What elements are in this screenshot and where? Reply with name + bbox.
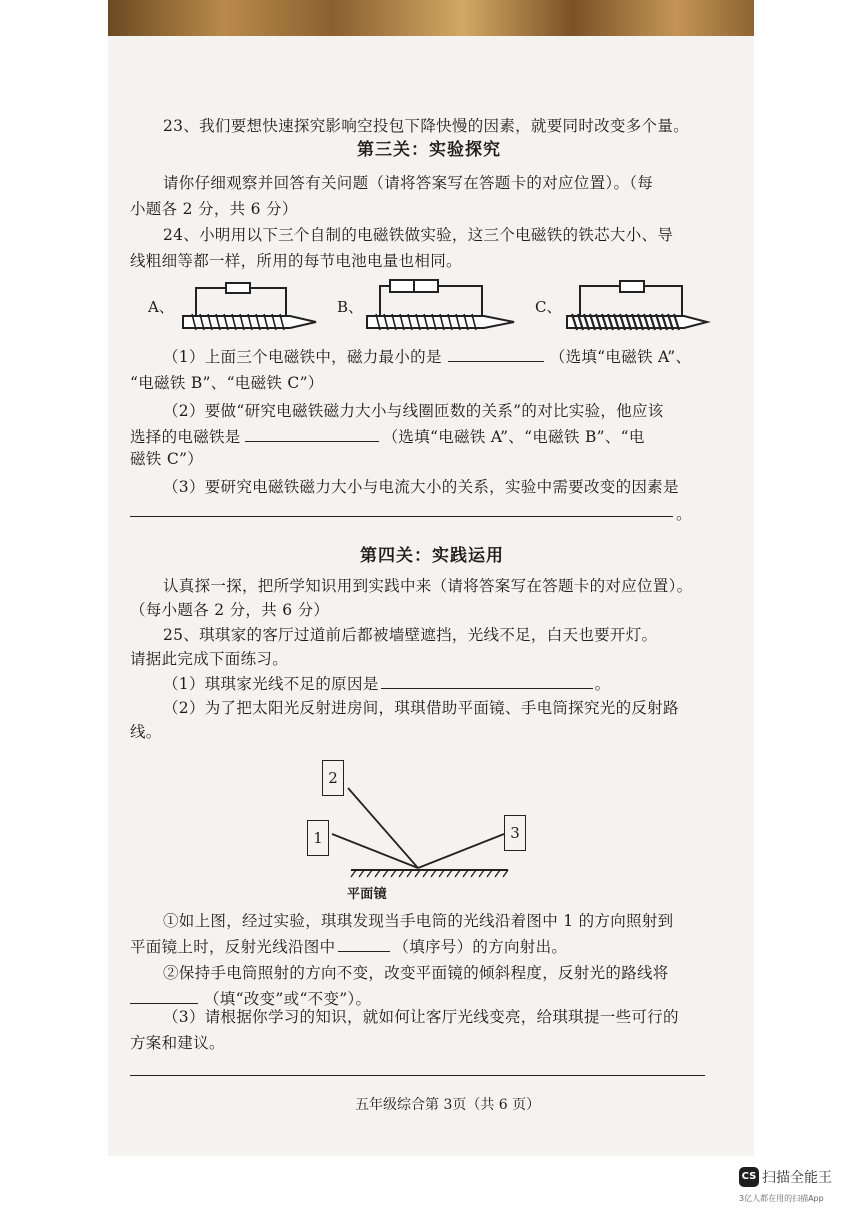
direction-marker-3: 3 <box>504 815 526 851</box>
q25-part2-line-1: （2）为了把太阳光反射进房间，琪琪借助平面镜、手电筒探究光的反射路 <box>163 699 679 717</box>
q25-sub1-line-2 <box>130 936 567 958</box>
section-4-intro-line-1: 认真探一探，把所学知识用到实践中来（请将答案写在答题卡的对应位置）。 <box>163 577 693 595</box>
electromagnet-c-diagram <box>562 276 712 332</box>
q25-part3-line-1: （3）请根据你学习的知识，就如何让客厅光线变亮，给琪琪提一些可行的 <box>163 1008 679 1026</box>
answer-line <box>130 1075 705 1076</box>
scanner-tagline: 3亿人都在用的扫描App <box>739 1194 824 1203</box>
q24-part3-line-1: （3）要研究电磁铁磁力大小与电流大小的关系，实验中需要改变的因素是 <box>163 478 679 496</box>
electromagnet-c-label: C、 <box>535 298 562 316</box>
electromagnet-a-label: A、 <box>148 298 174 316</box>
q25-sub2-hint: （填“改变”或“不变”）。 <box>204 990 372 1008</box>
q25-part2-line-2: 线。 <box>130 723 162 741</box>
mirror-label: 平面镜 <box>347 887 387 902</box>
q24-part2-line-1: （2）要做“研究电磁铁磁力大小与线圈匝数的关系”的对比实验，他应该 <box>163 402 664 420</box>
q24-part3-period: 。 <box>676 505 692 523</box>
q25-part1-period: 。 <box>594 675 611 693</box>
q24-part1-text: （1）上面三个电磁铁中，磁力最小的是 <box>163 348 442 366</box>
q24-part1-options: （选填“电磁铁 A”、 <box>549 348 692 366</box>
question-24-stem-line-1: 24、小明用以下三个自制的电磁铁做实验，这三个电磁铁的铁芯大小、导 <box>163 226 674 244</box>
question-25-stem-line-2: 请据此完成下面练习。 <box>130 650 289 668</box>
q25-part1-text: （1）琪琪家光线不足的原因是 <box>163 675 379 693</box>
scanner-app-name: 扫描全能王 <box>762 1169 832 1186</box>
q25-sub1-text: 平面镜上时，反射光线沿图中 <box>130 938 336 956</box>
electromagnet-b-label: B、 <box>337 298 364 316</box>
electromagnet-a-diagram <box>178 278 323 332</box>
photo-background-strip <box>108 0 754 36</box>
q24-part2-line-2 <box>130 426 645 448</box>
answer-blank <box>130 989 198 1004</box>
q24-part1-options-line-2: “电磁铁 B”、“电磁铁 C”） <box>130 374 324 392</box>
answer-line <box>130 516 673 517</box>
electromagnet-b-diagram <box>362 274 522 332</box>
answer-blank <box>245 427 379 442</box>
section-3-intro-line-2: 小题各 2 分，共 6 分） <box>130 200 298 218</box>
q25-sub1-line-1: ①如上图，经过实验，琪琪发现当手电筒的光线沿着图中 1 的方向照射到 <box>163 912 674 930</box>
q24-part1-line-1 <box>163 346 691 368</box>
question-24-stem-line-2: 线粗细等都一样，所用的每节电池电量也相同。 <box>130 252 462 270</box>
camscanner-logo-icon: CS <box>739 1167 759 1187</box>
q25-part3-line-2: 方案和建议。 <box>130 1034 225 1052</box>
section-4-title: 第四关：实践运用 <box>360 546 504 566</box>
direction-marker-2: 2 <box>322 760 344 796</box>
answer-blank <box>381 674 593 689</box>
answer-blank <box>448 347 544 362</box>
q25-sub1-hint: （填序号）的方向射出。 <box>393 938 568 956</box>
page-footer: 五年级综合第 3页（共 6 页） <box>355 1097 541 1113</box>
q25-part1 <box>163 673 610 695</box>
section-3-title: 第三关：实验探究 <box>357 140 501 160</box>
flashlight-position-1: 1 <box>307 820 329 856</box>
q24-part2-line-3: 磁铁 C”） <box>130 450 204 468</box>
q24-part2-text: 选择的电磁铁是 <box>130 428 241 446</box>
question-23: 23、我们要想快速探究影响空投包下降快慢的因素，就要同时改变多个量。 <box>163 117 689 135</box>
answer-blank <box>338 937 390 952</box>
scanner-watermark <box>739 1166 832 1203</box>
q25-sub2-line-1: ②保持手电筒照射的方向不变，改变平面镜的倾斜程度，反射光的路线将 <box>163 964 669 982</box>
q24-part2-options: （选填“电磁铁 A”、“电磁铁 B”、“电 <box>382 428 645 446</box>
section-3-intro-line-1: 请你仔细观察并回答有关问题（请将答案写在答题卡的对应位置）。（每 <box>163 174 654 192</box>
section-4-intro-line-2: （每小题各 2 分，共 6 分） <box>130 601 330 619</box>
question-25-stem-line-1: 25、琪琪家的客厅过道前后都被墙壁遮挡，光线不足，白天也要开灯。 <box>163 626 658 644</box>
